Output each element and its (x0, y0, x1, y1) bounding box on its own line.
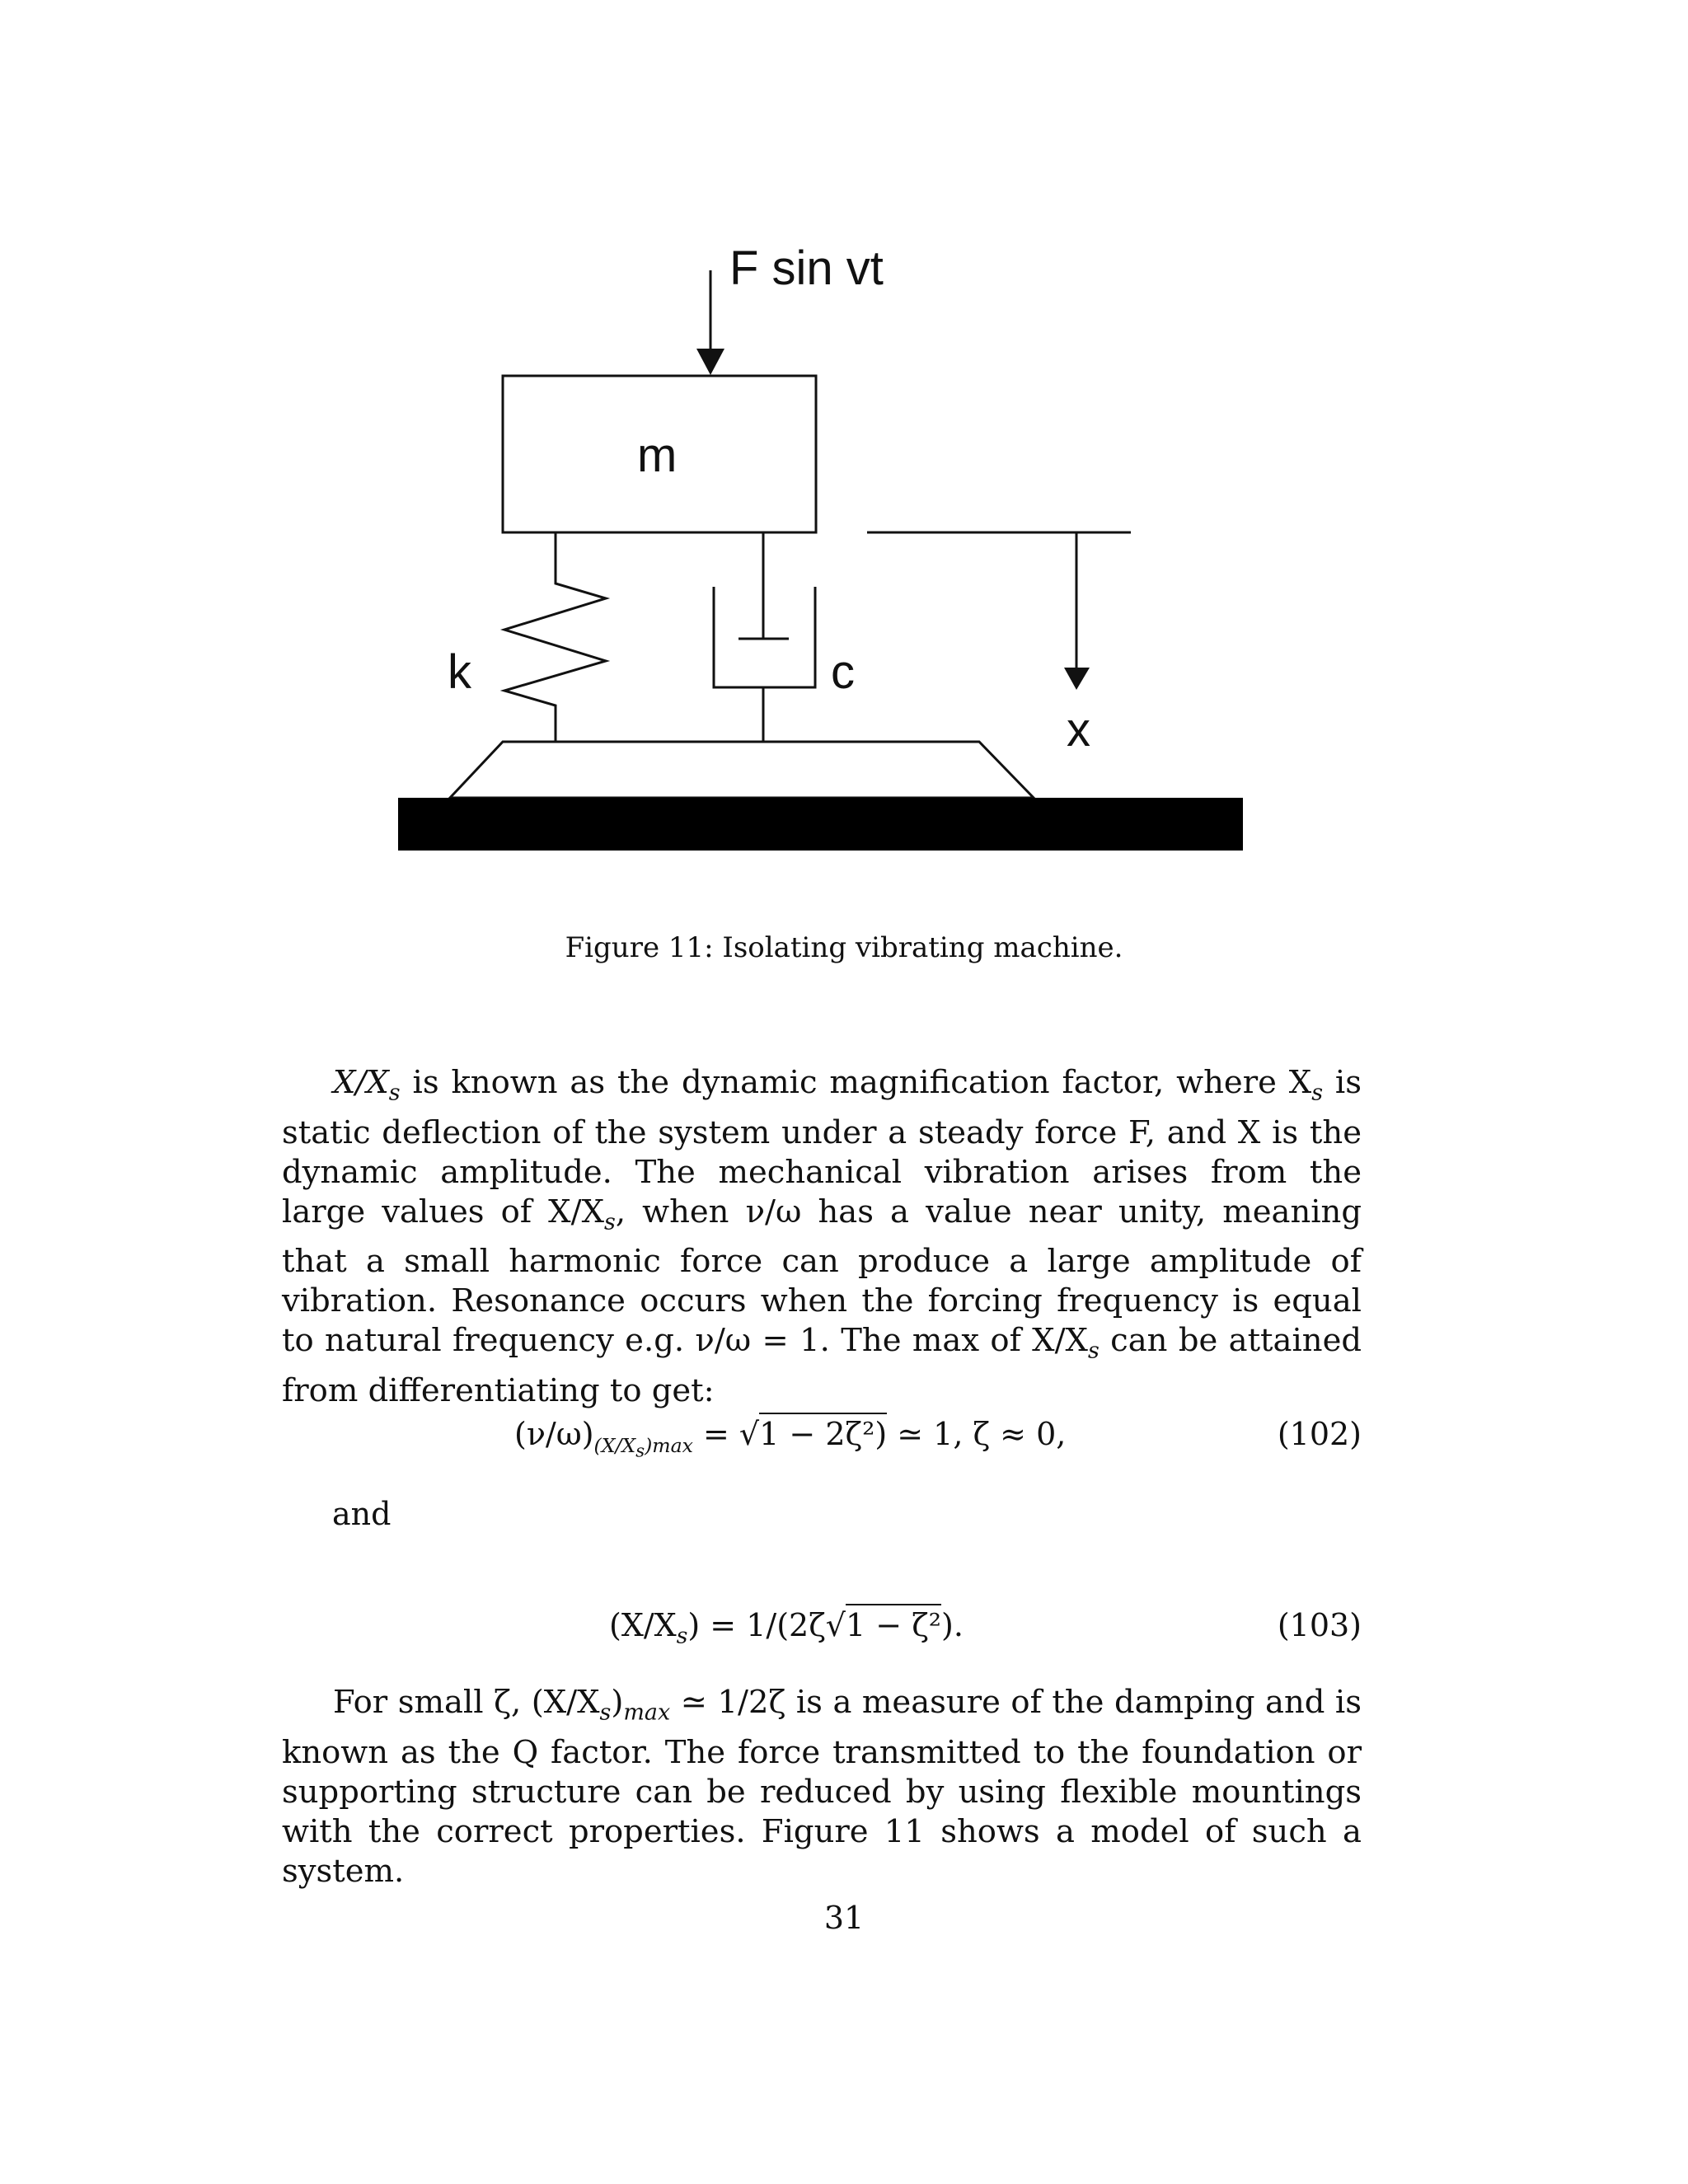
and-text: and (332, 1496, 392, 1532)
paragraph-q-factor: For small ζ, $(X/X_s)_{max}$ ≃ 1/2ζ is a measure of the damping and is known as the Q factor. The force transmitted to the foundation or supporting structure can be reduced by using flexible mountings with the correct properties. Figure 11 shows a model of such a system. (282, 1684, 1362, 1890)
displacement-label: x (1067, 703, 1090, 757)
mounting-platform (450, 742, 1034, 798)
damper-label: c (831, 645, 855, 699)
displacement-arrow-head (1064, 668, 1090, 690)
equation-102: $(\nu/\omega)_{(X/X_s)max} = √1 - 2\zeta^2$) ≃ 1, ζ ≈ 0, (514, 1416, 1066, 1460)
spring (504, 532, 606, 742)
force-label: F sin vt (729, 241, 884, 295)
equation-number-102: (102) (1277, 1416, 1362, 1452)
mass-label: m (637, 429, 678, 482)
force-arrow-head (696, 349, 724, 375)
equation-number-103: (103) (1277, 1607, 1362, 1643)
foundation (398, 798, 1243, 851)
vibration-isolation-diagram (0, 0, 1688, 907)
equation-103: $(X/X_s) = 1/(2\zeta√1 - \zeta^2)$. (609, 1607, 964, 1649)
figure-caption: Figure 11: Isolating vibrating machine. (565, 931, 1123, 964)
paragraph-magnification: $X/X_s$ is known as the dynamic magnification factor, where $X_s$ is static deflection of the system under a steady force F, and X is the dynamic amplitude. The mechanical vibration arises from the large values of $X/X_s$, when ν/ω has a value near unity, meaning that a small harmonic force can produce a large amplitude of vibration. Resonance occurs when the forcing frequency is equal to natural frequency e.g. ν/ω = 1. The max of $X/X_s$ can be attained from differentiating to get: (282, 1064, 1362, 1410)
spring-label: k (448, 645, 471, 699)
page-number: 31 (823, 1900, 865, 1936)
